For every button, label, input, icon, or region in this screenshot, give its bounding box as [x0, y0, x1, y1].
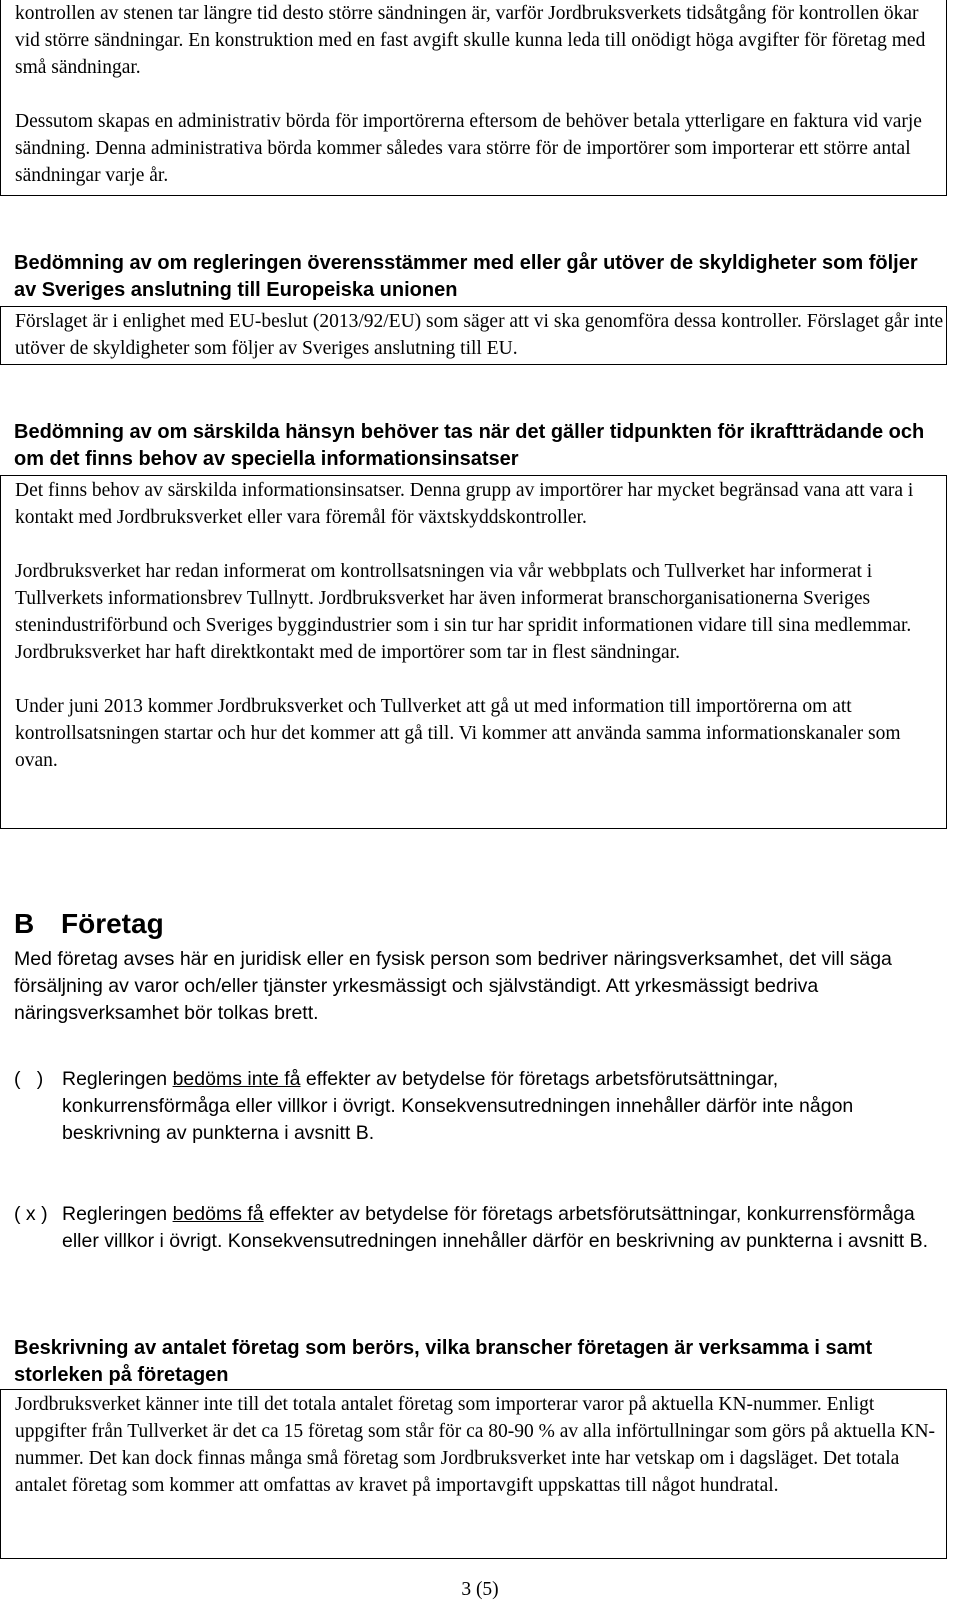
paragraph-fee-structure: kontrollen av stenen tar längre tid desto större sändningen är, varför Jordbruksverkets tidsåtgång för kontrollen ökar vid större sändningar. En konstruktion med en fast avgift skulle kunna leda till onödigt höga avgifter för företag med små sändningar. — [15, 3, 926, 78]
section-b-title — [14, 906, 164, 942]
heading-info-assessment: Bedömning av om särskilda hänsyn behöver tas när det gäller tidpunkten för ikraftträdande och om det finns behov av speciella informationsinsatser — [14, 421, 925, 470]
option-has-effects-text — [62, 1201, 942, 1255]
paragraph-company-definition: Med företag avses här en juridisk eller en fysisk person som bedriver näringsverksamhet, det vill säga försäljning av varor och/eller tjänster yrkesmässigt och självständigt. Att yrkesmässigt bedriva näringsverksamhet bör tolkas brett. — [14, 948, 892, 1024]
option-has-effects-underlined: bedöms få — [172, 1203, 264, 1225]
paragraph-info-planned: Under juni 2013 kommer Jordbruksverket och Tullverket att gå ut med information till importörerna om att kontrollsatsningen startar och hur det kommer att gå till. Vi kommer att använda samma informationskanaler som ovan. — [15, 696, 901, 771]
heading-company-count: Beskrivning av antalet företag som berörs, vilka branscher företagen är verksamma i samt storleken på företagen — [14, 1337, 873, 1386]
option-has-effects-text-post: effekter av betydelse för företags arbetsförutsättningar, konkurrensförmåga eller villkor i övrigt. Konsekvensutredningen innehåller därför en beskrivning av punkterna i avsnitt B. — [62, 1203, 929, 1252]
section-b-title-text: Företag — [61, 908, 164, 939]
option-no-effects-text-post: effekter av betydelse för företags arbetsförutsättningar, konkurrensförmåga eller villkor i övrigt. Konsekvensutredningen innehåller därför inte någon beskrivning av punkterna i avsnitt B. — [62, 1068, 854, 1144]
content-box-continuation — [0, 0, 947, 196]
paragraph-info-need: Det finns behov av särskilda informationsinsatser. Denna grupp av importörer har mycket begränsad vana att vara i kontakt med Jordbruksverket eller vara föremål för växtskyddskontroller. — [15, 480, 914, 528]
option-no-effects-text-pre: Regleringen — [62, 1068, 173, 1090]
paragraph-administrative-burden: Dessutom skapas en administrativ börda för importörerna eftersom de behöver betala ytterligare en faktura vid varje sändning. Denna administrativa börda kommer således vara större för de importörer som importerar ett större antal sändningar varje år. — [15, 111, 922, 186]
heading-eu-assessment: Bedömning av om regleringen överensstämmer med eller går utöver de skyldigheter som följer av Sveriges anslutning till Europeiska unionen — [14, 252, 918, 301]
paragraph-info-done: Jordbruksverket har redan informerat om kontrollsatsningen via vår webbplats och Tullverket har informerat i Tullverkets informationsbrev Tullnytt. Jordbruksverket har även informerat branschorganisationerna Sveriges stenindustriförbund och Sveriges byggindustrier som i sin tur har spridit informationen vidare till sina medlemmar. Jordbruksverket har haft direktkontakt med de importörer som tar in flest sändningar. — [15, 561, 912, 663]
page-number: 3 (5) — [461, 1579, 499, 1600]
content-box-eu — [0, 306, 947, 365]
section-b-letter: B — [14, 908, 35, 939]
option-has-effects-checkbox[interactable]: ( x ) — [14, 1203, 48, 1225]
content-box-company-count — [0, 1389, 947, 1559]
option-no-effects-checkbox[interactable]: ( ) — [14, 1068, 44, 1090]
paragraph-eu-compliance: Förslaget är i enlighet med EU-beslut (2013/92/EU) som säger att vi ska genomföra dessa kontroller. Förslaget går inte utöver de skyldigheter som följer av Sveriges anslutning till EU. — [15, 311, 944, 359]
paragraph-company-count: Jordbruksverket känner inte till det totala antalet företag som importerar varor på aktuella KN-nummer. Enligt uppgifter från Tullverket är det ca 15 företag som står för ca 80-90 % av alla införtullningar som görs på aktuella KN-nummer. Det kan dock finnas många små företag som Jordbruksverket inte har vetskap om i dagsläget. Det totala antalet företag som kommer att omfattas av kravet på importavgift uppskattas till något hundratal. — [15, 1394, 936, 1496]
content-box-info — [0, 475, 947, 829]
option-no-effects-underlined: bedöms inte få — [172, 1068, 301, 1090]
option-no-effects-text — [62, 1066, 942, 1147]
option-has-effects-text-pre: Regleringen — [62, 1203, 173, 1225]
